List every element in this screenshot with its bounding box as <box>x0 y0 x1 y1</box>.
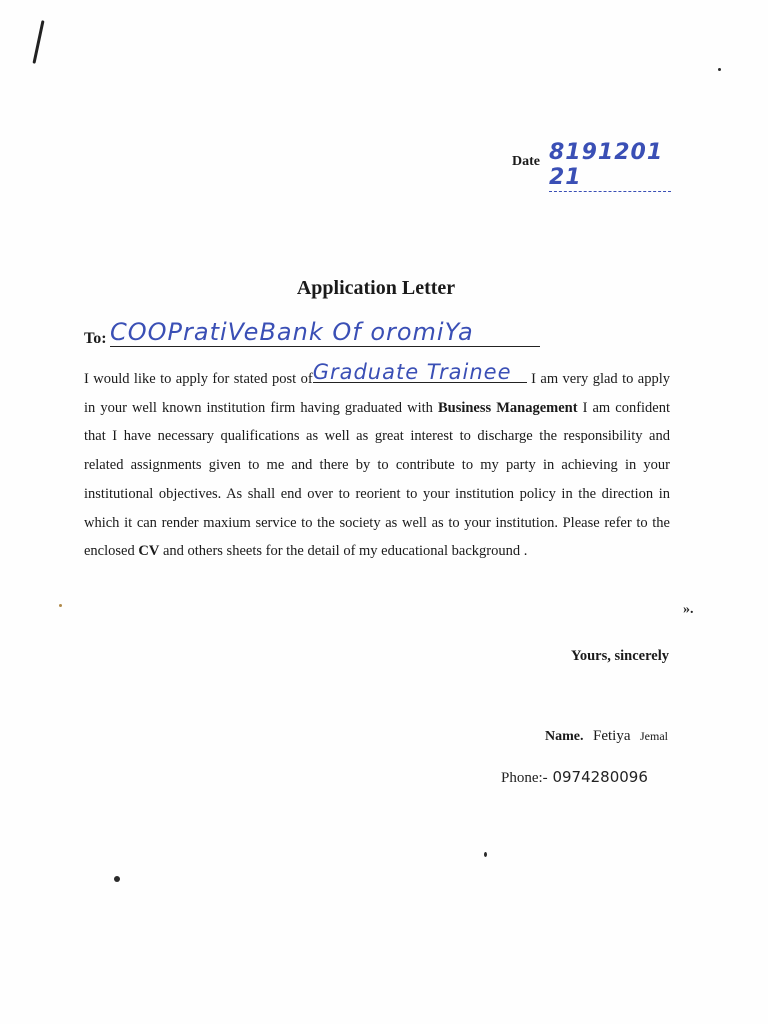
body-bold-field: Business Management <box>437 399 578 416</box>
body-text-part: I would like to apply for stated post of <box>84 371 313 387</box>
handwritten-date: 8191201 21 <box>549 140 671 192</box>
date-label: Date <box>512 154 540 169</box>
recipient-label: To: <box>84 330 107 347</box>
ink-speck <box>484 852 487 857</box>
pen-slash-mark <box>32 20 44 64</box>
handwritten-post: Graduate Trainee <box>313 362 527 383</box>
body-text-part: I am very glad to apply in your well known institution firm having graduated with <box>84 371 671 416</box>
closing-line: Yours, sincerely <box>570 648 669 664</box>
recipient-line <box>84 318 684 354</box>
name-first: Fetiya <box>593 728 631 744</box>
letter-body <box>84 362 670 566</box>
ink-dot <box>114 876 120 882</box>
body-bold-cv: CV <box>138 543 160 560</box>
name-last: Jemal <box>640 729 668 743</box>
phone-label: Phone:- <box>501 770 548 786</box>
handwritten-recipient: COOPratiVeBank Of oromiYa <box>110 318 540 347</box>
ink-speck <box>59 604 62 607</box>
phone-line <box>501 768 648 787</box>
body-text-part: I am confident that I have necessary qualifications as well as great interest to discharge the responsibility and related assignments given to me and there by to contribute to my party in achieving in your institutional objectives. As shall end over to reorient to your institution policy in the direction in which it can render maxium service to the society as well as to your institution. Please refer to the enclosed <box>84 399 671 560</box>
name-label: Name. <box>545 729 584 744</box>
signature-name <box>545 728 668 745</box>
ink-speck <box>718 68 721 71</box>
body-text-part: and others sheets for the detail of my educational background . <box>162 543 528 560</box>
letter-title: Application Letter <box>296 277 456 299</box>
date-line <box>512 140 712 190</box>
margin-arrow-mark: ». <box>683 602 694 617</box>
phone-number: 0974280096 <box>552 768 648 786</box>
